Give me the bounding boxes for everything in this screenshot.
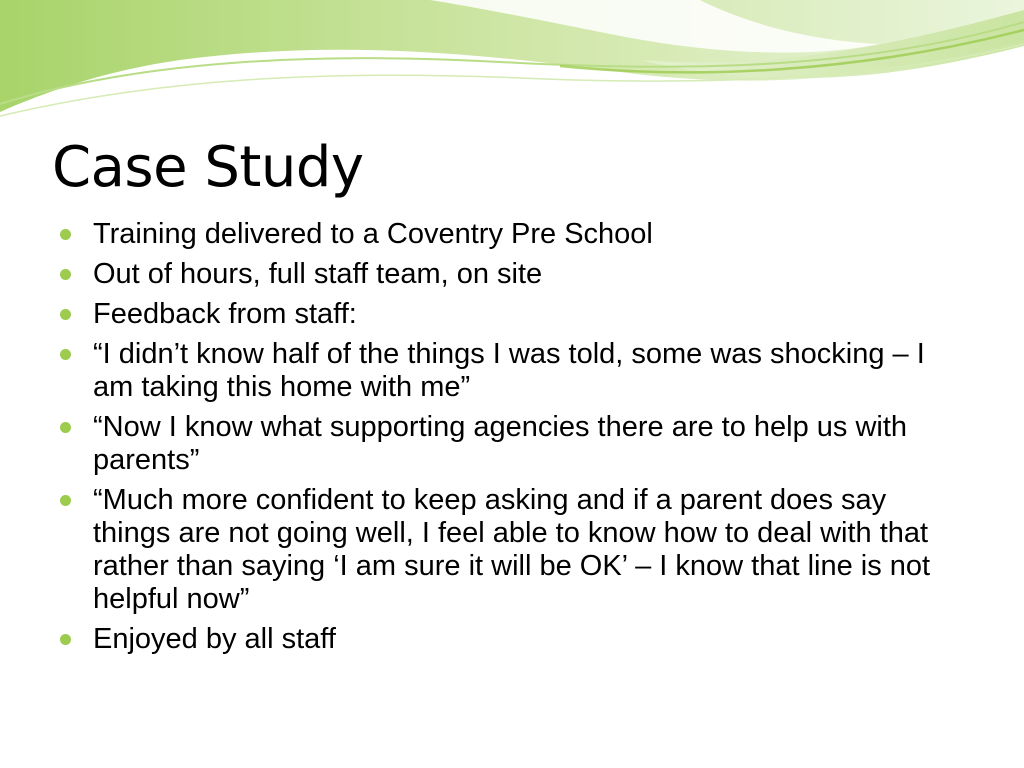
bullet-item bbox=[60, 218, 960, 251]
bullet-dot-icon bbox=[60, 634, 71, 645]
bullet-text: “I didn’t know half of the things I was told, some was shocking – I am taking this home with me” bbox=[93, 338, 925, 403]
bullet-item bbox=[60, 411, 960, 477]
bullet-dot-icon bbox=[60, 229, 71, 240]
bullet-text: Out of hours, full staff team, on site bbox=[93, 258, 543, 290]
bullet-text: Enjoyed by all staff bbox=[93, 623, 336, 655]
decorative-wave-header bbox=[0, 0, 1024, 140]
bullet-item bbox=[60, 338, 960, 404]
bullet-dot-icon bbox=[60, 422, 71, 433]
bullet-dot-icon bbox=[60, 349, 71, 360]
bullet-text: Training delivered to a Coventry Pre School bbox=[93, 218, 653, 250]
slide-title: Case Study bbox=[52, 135, 364, 200]
bullet-text: “Much more confident to keep asking and if a parent does say things are not going well, I feel able to know how to deal with that rather than saying ‘I am sure it will be OK’ – I know that line is not helpful now” bbox=[93, 484, 931, 615]
bullet-dot-icon bbox=[60, 269, 71, 280]
bullet-item bbox=[60, 298, 960, 331]
bullet-text: Feedback from staff: bbox=[93, 298, 357, 330]
bullet-dot-icon bbox=[60, 309, 71, 320]
bullet-item bbox=[60, 623, 960, 656]
bullet-text: “Now I know what supporting agencies there are to help us with parents” bbox=[93, 411, 908, 476]
bullet-dot-icon bbox=[60, 495, 71, 506]
bullet-list bbox=[60, 218, 960, 663]
bullet-item bbox=[60, 484, 960, 616]
bullet-item bbox=[60, 258, 960, 291]
